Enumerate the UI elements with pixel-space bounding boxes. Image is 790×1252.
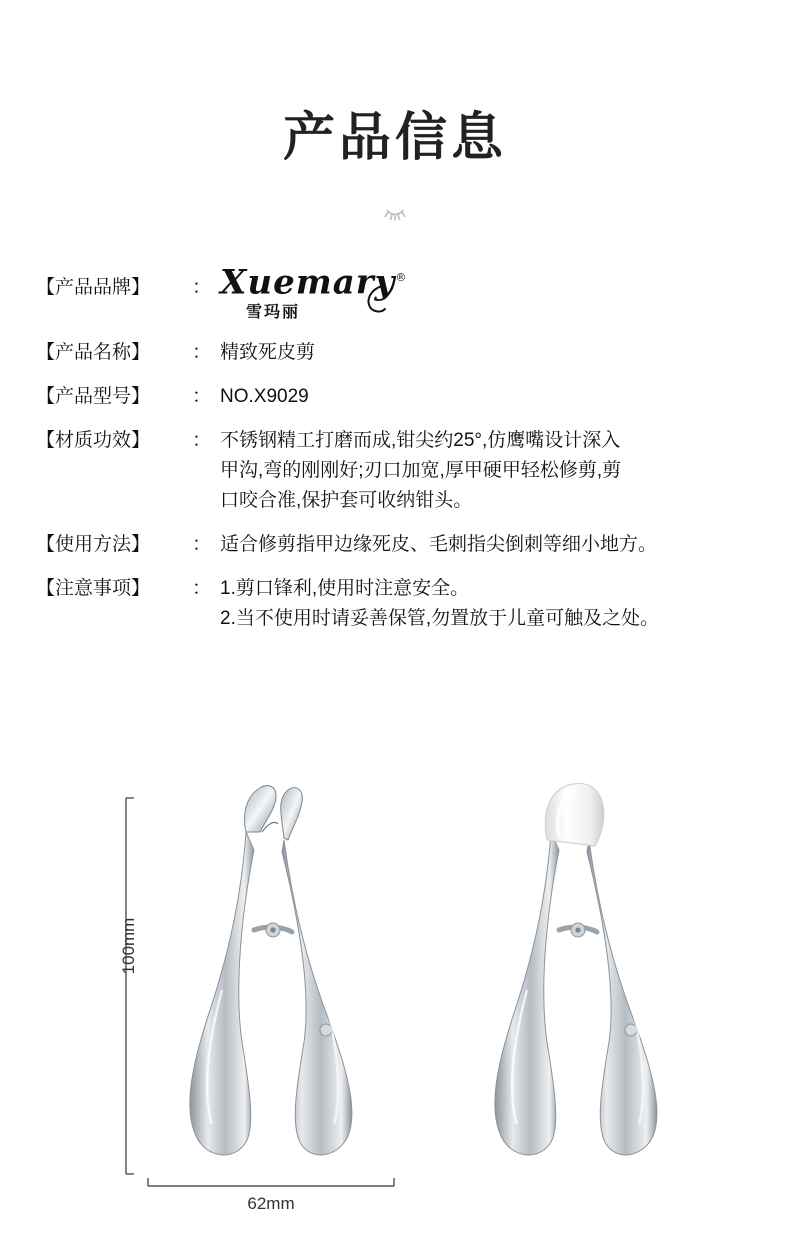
- eyelash-ornament-icon: [0, 204, 790, 226]
- dimension-horizontal-label: 62mm: [247, 1194, 295, 1213]
- brand-logo: [220, 260, 408, 322]
- spec-colon: ：: [192, 277, 212, 298]
- spec-value-material: [220, 426, 760, 516]
- spec-label-product-name: 【产品名称】: [36, 342, 151, 363]
- spec-line: 精致死皮剪: [220, 342, 316, 363]
- brand-swoosh-icon: [362, 284, 388, 314]
- product-image-area: [0, 760, 790, 1250]
- spec-line: 口咬合准,保护套可收纳钳头。: [220, 490, 473, 511]
- spec-list: [0, 260, 790, 634]
- spec-label-material: 【材质功效】: [36, 430, 151, 451]
- spec-value-model: [220, 382, 760, 412]
- spec-row-model: [36, 382, 760, 412]
- spec-label-model: 【产品型号】: [36, 386, 151, 407]
- spec-label-usage: 【使用方法】: [36, 534, 151, 555]
- spec-label-brand: 【产品品牌】: [36, 277, 151, 298]
- spec-row-material: [36, 426, 760, 516]
- spec-line: 2.当不使用时请妥善保管,勿置放于儿童可触及之处。: [220, 608, 660, 629]
- brand-name: Xuemary: [220, 262, 396, 303]
- dimension-vertical-label: 100mm: [119, 917, 138, 975]
- spec-row-product-name: [36, 338, 760, 368]
- spec-line: 1.剪口锋利,使用时注意安全。: [220, 578, 470, 599]
- dimension-horizontal: [146, 1172, 396, 1228]
- spec-line: 适合修剪指甲边缘死皮、毛刺指尖倒刺等细小地方。: [220, 534, 658, 555]
- spec-row-cautions: [36, 574, 760, 634]
- spec-colon: ：: [192, 430, 212, 451]
- brand-cn-text: 雪玛丽: [246, 304, 301, 322]
- spec-row-brand: [36, 260, 760, 322]
- cuticle-nipper-open: [150, 780, 400, 1180]
- spec-value-product-name: [220, 338, 760, 368]
- spec-row-usage: [36, 530, 760, 560]
- spec-line: 不锈钢精工打磨而成,钳尖约25°,仿鹰嘴设计深入: [220, 430, 621, 451]
- spec-value-usage: [220, 530, 760, 560]
- spec-line: NO.X9029: [220, 386, 309, 407]
- spec-colon: ：: [192, 578, 212, 599]
- page-title: 产品信息: [282, 109, 507, 167]
- registered-mark: ®: [395, 271, 408, 284]
- dimension-vertical: [88, 796, 138, 1176]
- cuticle-nipper-with-cap: [455, 780, 705, 1180]
- spec-value-cautions: [220, 574, 760, 634]
- spec-colon: ：: [192, 386, 212, 407]
- spec-line: 甲沟,弯的刚刚好;刃口加宽,厚甲硬甲轻松修剪,剪: [220, 460, 622, 481]
- spec-colon: ：: [192, 342, 212, 363]
- spec-value-brand: [220, 260, 760, 322]
- spec-colon: ：: [192, 534, 212, 555]
- spec-label-cautions: 【注意事项】: [36, 578, 151, 599]
